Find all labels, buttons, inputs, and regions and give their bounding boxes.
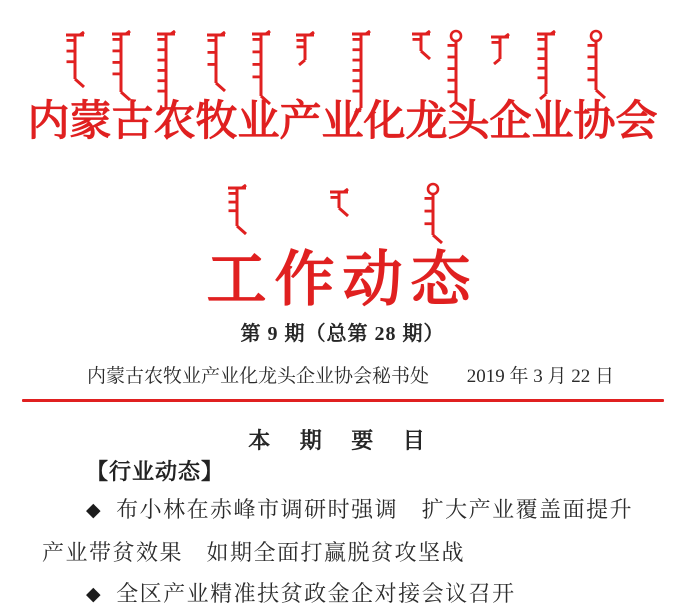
mongolian-word-glyph (292, 31, 326, 74)
diamond-bullet-icon: ◆ (86, 500, 103, 521)
publisher-row (87, 361, 614, 388)
publish-date: 2019 年 3 月 22 日 (466, 366, 614, 387)
diamond-bullet-icon: ◆ (86, 584, 103, 605)
organization-title: 内蒙古农牧业产业化龙头企业协会 (27, 99, 658, 145)
toc-item (42, 489, 640, 573)
toc-item (42, 573, 640, 612)
toc-category-label: 【行业动态】 (86, 459, 225, 484)
toc-item-text: 全区产业精准扶贫政金企对接会议召开 (116, 581, 516, 606)
mongolian-word-glyph (487, 33, 521, 73)
toc-item-text: 布小林在赤峰市调研时强调 扩大产业覆盖面提升产业带贫效果 如期全面打赢脱贫攻坚战 (42, 497, 634, 565)
red-divider-rule (22, 399, 664, 402)
mongolian-word-glyph (326, 188, 360, 222)
issue-number: 第 9 期（总第 28 期） (240, 323, 445, 345)
mongolian-word-glyph (62, 31, 96, 93)
publisher-name: 内蒙古农牧业产业化龙头企业协会秘书处 (87, 366, 430, 387)
mongolian-word-glyph (408, 30, 442, 65)
toc-item-list (42, 489, 640, 612)
toc-heading: 本 期 要 目 (248, 428, 437, 453)
bulletin-title: 工作动态 (206, 247, 479, 313)
